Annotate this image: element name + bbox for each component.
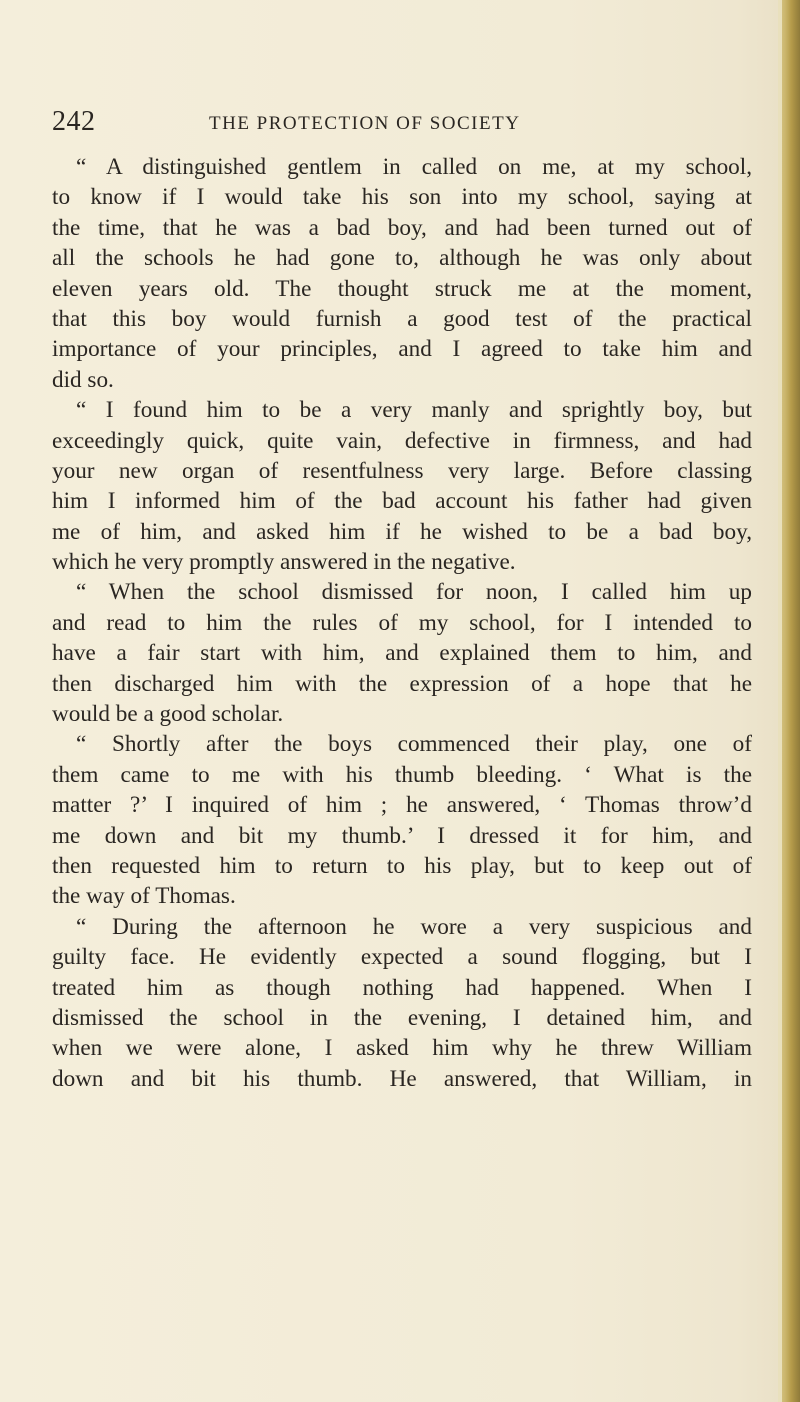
text-line: me down and bit my thumb.’ I dressed it for him, and [52,822,752,849]
text-line: the way of Thomas. [52,883,236,910]
text-line: matter ?’ I inquired of him ; he answered, ‘ Thomas throw’d [52,792,752,819]
text-line: eleven years old. The thought struck me at the moment, [52,275,752,302]
text-line: importance of your principles, and I agreed to take him and [52,336,752,363]
page-number: 242 [52,106,96,137]
text-line: dismissed the school in the evening, I detained him, and [52,1004,752,1031]
text-line: him I informed him of the bad account his father had given [52,488,752,515]
text-line: that this boy would furnish a good test of the practical [52,305,752,332]
text-body [52,152,752,1094]
text-line: “ Shortly after the boys commenced their play, one of [76,731,752,758]
text-line: guilty face. He evidently expected a sound flogging, but I [52,944,752,971]
text-line: me of him, and asked him if he wished to be a bad boy, [52,518,752,545]
text-line: “ When the school dismissed for noon, I called him up [76,579,752,606]
text-line: which he very promptly answered in the negative. [52,549,516,576]
text-line: to know if I would take his son into my school, saying at [52,184,752,211]
text-line: “ I found him to be a very manly and sprightly boy, but [76,397,752,424]
text-line: did so. [52,366,114,393]
text-line: then discharged him with the expression of a hope that he [52,670,752,697]
text-line: “ During the afternoon he wore a very suspicious and [76,913,752,940]
text-line: them came to me with his thumb bleeding. ‘ What is the [52,761,752,788]
page-binding-edge [778,0,800,1402]
text-line: have a fair start with him, and explained them to him, and [52,640,752,667]
running-title: THE PROTECTION OF SOCIETY [209,113,521,134]
page-header [52,102,752,146]
text-line: “ A distinguished gentlem in called on me, at my school, [76,154,752,180]
text-line: would be a good scholar. [52,701,284,728]
text-line: the time, that he was a bad boy, and had been turned out of [52,214,752,241]
text-line: and read to him the rules of my school, for I intended to [52,609,752,636]
text-line: treated him as though nothing had happened. When I [52,974,752,1001]
text-line: down and bit his thumb. He answered, that William, in [52,1065,752,1092]
text-line: exceedingly quick, quite vain, defective in firmness, and had [52,427,752,454]
text-line: then requested him to return to his play, but to keep out of [52,852,752,879]
text-line: when we were alone, I asked him why he threw William [52,1035,752,1062]
text-line: your new organ of resentfulness very large. Before classing [52,457,752,484]
text-line: all the schools he had gone to, although he was only about [52,245,752,272]
